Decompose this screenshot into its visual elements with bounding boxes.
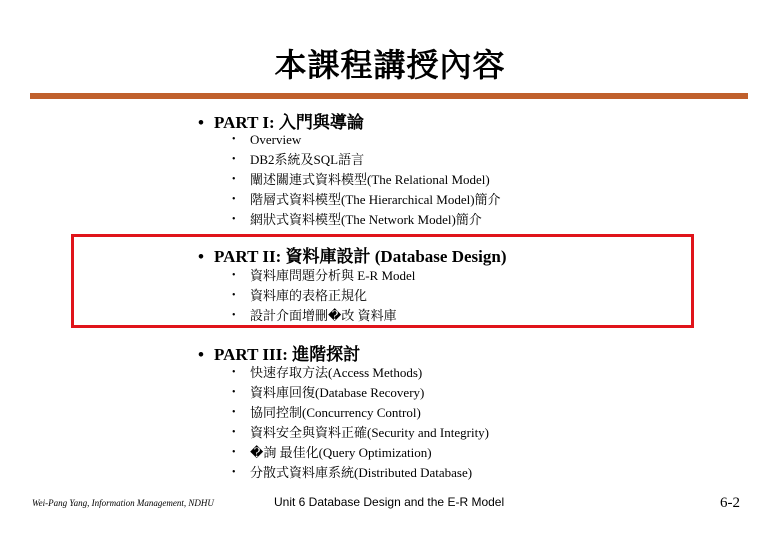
list-item: • 分散式資料庫系統(Distributed Database) — [232, 463, 489, 483]
list-item: • 資料庫的表格正規化 — [232, 286, 415, 306]
bullet-icon: • — [232, 310, 236, 321]
list-item: • DB2系統及SQL語言 — [232, 150, 501, 170]
bullet-icon: • — [232, 427, 236, 438]
bullet-icon: • — [232, 154, 236, 165]
bullet-icon: • — [198, 113, 204, 132]
bullet-icon: • — [232, 194, 236, 205]
list-item: • Overview — [232, 130, 501, 150]
bullet-icon: • — [232, 174, 236, 185]
list-item: • 設計介面增刪�改 資料庫 — [232, 306, 415, 326]
bullet-icon: • — [232, 367, 236, 378]
footer-unit-title: Unit 6 Database Design and the E-R Model — [274, 495, 505, 509]
list-item: • 資料庫問題分析與 E-R Model — [232, 266, 415, 286]
bullet-icon: • — [232, 290, 236, 301]
section-list-part-2 — [232, 266, 415, 326]
bullet-icon: • — [232, 407, 236, 418]
bullet-icon: • — [232, 214, 236, 225]
bullet-icon: • — [232, 387, 236, 398]
footer-author: Wei-Pang Yang, Information Management, NDHU — [32, 498, 214, 508]
slide-title: 本課程講授內容 — [274, 46, 506, 84]
list-item: • 網狀式資料模型(The Network Model)簡介 — [232, 210, 501, 230]
title-divider — [30, 93, 748, 99]
section-list-part-3 — [232, 363, 489, 483]
bullet-icon: • — [198, 247, 204, 266]
bullet-icon: • — [232, 467, 236, 478]
list-item: • 階層式資料模型(The Hierarchical Model)簡介 — [232, 190, 501, 210]
section-heading-part-3 — [198, 340, 360, 365]
list-item: • 闡述關連式資料模型(The Relational Model) — [232, 170, 501, 190]
list-item: • 資料安全與資料正確(Security and Integrity) — [232, 423, 489, 443]
section-heading-part-2 — [198, 242, 507, 267]
section-heading-text: PART II: 資料庫設計 (Database Design) — [214, 247, 507, 266]
bullet-icon: • — [232, 270, 236, 281]
section-heading-text: PART I: 入門與導論 — [214, 113, 364, 132]
bullet-icon: • — [232, 134, 236, 145]
section-list-part-1 — [232, 130, 501, 230]
bullet-icon: • — [198, 345, 204, 364]
bullet-icon: • — [232, 447, 236, 458]
list-item: • 資料庫回復(Database Recovery) — [232, 383, 489, 403]
page-number: 6-2 — [720, 495, 740, 511]
list-item: • 協同控制(Concurrency Control) — [232, 403, 489, 423]
list-item: • �詢 最佳化(Query Optimization) — [232, 443, 489, 463]
section-heading-text: PART III: 進階探討 — [214, 345, 361, 364]
list-item: • 快速存取方法(Access Methods) — [232, 363, 489, 383]
